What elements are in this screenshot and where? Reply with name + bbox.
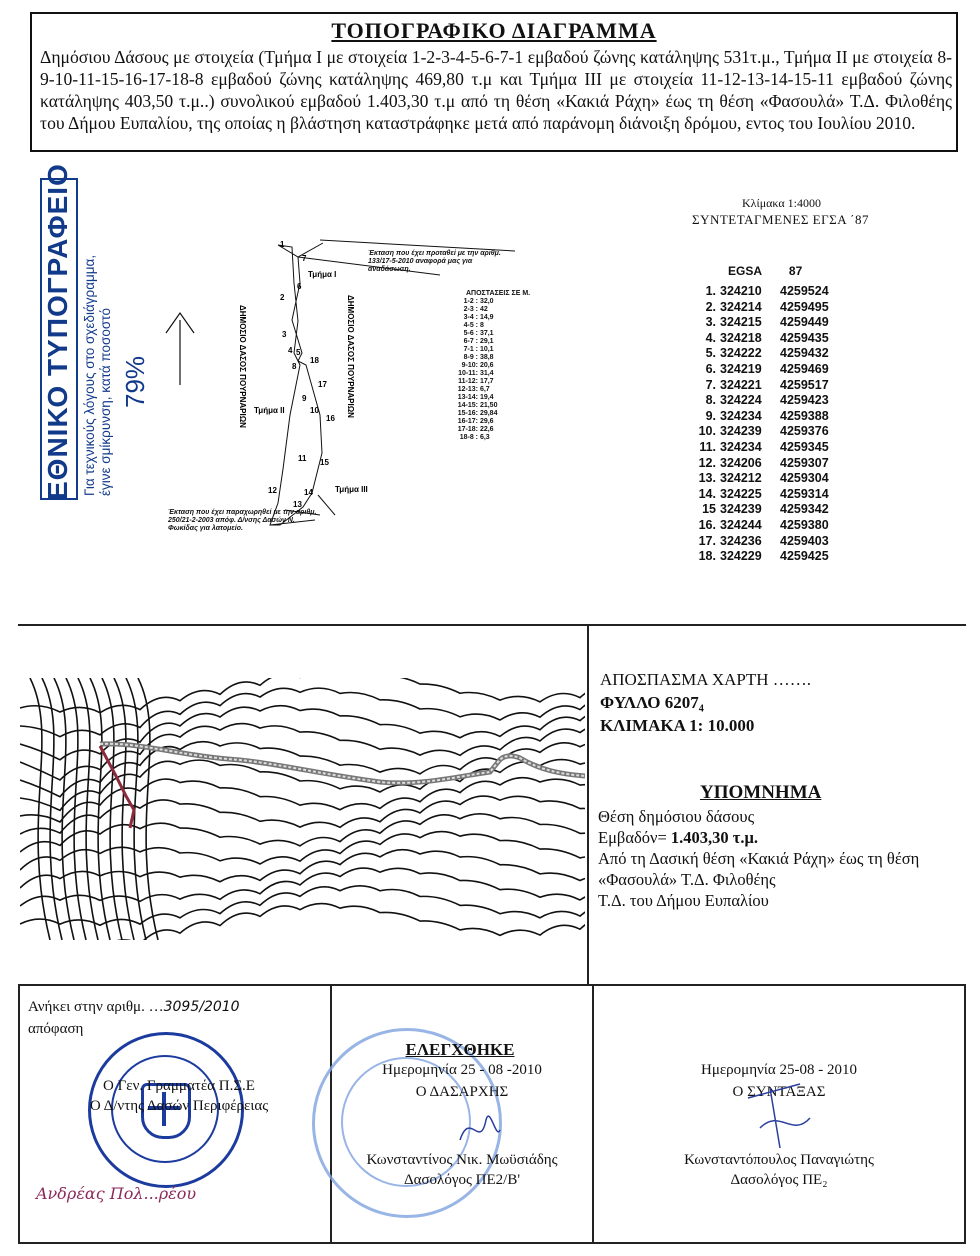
easting: 324234 (720, 408, 762, 423)
distance-segment: 14-15: (457, 402, 478, 409)
distance-row (448, 426, 530, 434)
coordinate-row (692, 456, 829, 470)
svg-text:14: 14 (304, 488, 313, 497)
document-description: Δημόσιου Δάσους με στοιχεία (Τμήμα Ι με στοιχεία 1-2-3-4-5-6-7-1 εμβαδού ζώνης κατάληψης 531τ.μ., Τμήμα ΙΙ με στοιχεία 8-9-10-11-15-16-17-18-8 εμβαδού ζώνης κατάληψης 469,80 τ.μ και Τμήμα ΙΙΙ με στοιχεία 11-12-13-14-15-11 εμβαδού ζώνης κατάληψης 403,50 τ.μ..) συνολικού εμβαδού 1.403,30 τ.μ από τη θέση «Κακιά Ράχη» έως τη θέση «Φασουλά» Τ.Δ. Φιλοθέης του Δήμου Ευπαλίου, της οποίας η βλάστηση καταστράφηκε μετά από παράνομη διάνοιξη δρόμου, εντος του Ιουλίου 2010. (40, 47, 952, 133)
distance-segment: 3-4 : (463, 314, 478, 321)
northing: 4259380 (780, 518, 829, 532)
point-number: 2. (705, 299, 716, 314)
northing: 4259524 (780, 284, 829, 298)
divider (18, 984, 966, 986)
checked-date-value: 25 - 08 -2010 (460, 1062, 542, 1078)
easting: 324218 (720, 330, 762, 345)
author-name: Κωνσταντόπουλος Παναγιώτης (684, 1152, 874, 1168)
distance-value: 8 (479, 322, 484, 329)
forest-label-right: ΔΗΜΟΣΙΟ ΔΑΣΟΣ ΠΟΥΡΝΑΡΙΩΝ (346, 295, 355, 418)
divider (592, 984, 594, 1244)
northing: 4259304 (780, 471, 829, 486)
point-number: 18. (698, 549, 716, 564)
point-number: 14. (698, 486, 716, 501)
point-number: 4. (705, 330, 716, 345)
excerpt-line1: ΑΠΟΣΠΑΣΜΑ ΧΑΡΤΗ ……. (600, 670, 812, 689)
coordinate-row (692, 409, 829, 423)
legend-line4: Τ.Δ. του Δήμου Ευπαλίου (598, 891, 769, 910)
author-role: Ο ΣΥΝΤΑΞΑΣ (732, 1084, 826, 1100)
coordinate-row (692, 549, 829, 563)
easting: 324234 (720, 440, 762, 454)
coordinate-row (692, 393, 829, 407)
northing: 4259495 (780, 299, 829, 314)
legend-area-label: Εμβαδόν= (598, 828, 671, 847)
svg-text:15: 15 (320, 458, 329, 467)
easting: 324206 (720, 455, 762, 470)
north-arrow-icon (166, 313, 194, 385)
contour-line (20, 688, 585, 737)
northing: 4259376 (780, 424, 829, 439)
distance-segment: 7-1 : (463, 346, 478, 353)
easting: 324215 (720, 315, 762, 330)
distance-segment: 13-14: (457, 394, 478, 401)
author-date-label: Ημερομηνία (701, 1062, 776, 1078)
distance-value: 38,8 (479, 354, 494, 361)
point-number: 10. (698, 424, 716, 439)
note-top: Έκταση που έχει προταθεί με την αριθμ. 133/17-5-2010 αναφορά μας για αναδάσωση. (368, 250, 501, 273)
coordinate-row (692, 424, 829, 438)
easting: 324221 (720, 377, 762, 392)
coordinate-row (692, 284, 829, 298)
checked-date (332, 1062, 592, 1079)
director-line: Ο Δ/ντης Δασών Περιφέρειας (89, 1098, 269, 1114)
coordinate-row (692, 346, 829, 360)
legend-line3: Από τη Δασική θέση «Κακιά Ράχη» έως τη θέση «Φασουλά» Τ.Δ. Φιλοθέης (598, 849, 920, 889)
distance-segment: 12-13: (457, 386, 478, 393)
point-number: 13. (698, 471, 716, 486)
coordinate-row (692, 487, 829, 501)
distance-value: 37,1 (479, 330, 494, 337)
document-title: ΤΟΠΟΓΡΑΦΙΚΟ ΔΙΑΓΡΑΜΜΑ (331, 18, 657, 43)
northing: 4259423 (780, 393, 829, 408)
distance-value: 6,7 (479, 386, 490, 393)
svg-text:11: 11 (298, 454, 307, 463)
svg-text:2: 2 (280, 293, 285, 302)
northing: 4259469 (780, 362, 829, 376)
svg-text:7: 7 (302, 254, 307, 263)
distance-segment: 4-5 : (463, 322, 478, 329)
author-date (594, 1062, 964, 1079)
secretary-line: Ο Γεν. Γραμματέα Π.Σ.Ε (103, 1078, 255, 1094)
section-1-label: Τμήμα Ι (308, 270, 337, 279)
distance-value: 6,3 (479, 434, 490, 441)
point-number: 16. (698, 518, 716, 532)
contour-line (30, 678, 50, 940)
distance-segment: 17-18: (457, 426, 478, 433)
contour-line (20, 904, 585, 940)
checked-name: Κωνσταντίνος Νικ. Μωϋσιάδης (366, 1152, 558, 1168)
distance-segment: 2-3 : (463, 306, 478, 313)
distance-segment: 15-16: (457, 410, 478, 417)
coordinate-system: ΣΥΝΤΕΤΑΓΜΕΝΕΣ ΕΓΣΑ ΄87 (692, 212, 869, 227)
legend-line1: Θέση δημόσιου δάσους (598, 807, 755, 826)
svg-text:17: 17 (318, 380, 327, 389)
svg-text:16: 16 (326, 414, 335, 423)
distance-row (448, 298, 530, 306)
distance-segment: 11-12: (458, 378, 478, 385)
decision-number: 3095/2010 (163, 999, 240, 1015)
divider (18, 1242, 966, 1244)
checked-title: ΕΛΕΓΧΘΗΚΕ (405, 1040, 515, 1059)
svg-text:10: 10 (310, 406, 319, 415)
easting: 324225 (720, 486, 762, 501)
northing: 4259345 (780, 440, 829, 454)
signature-left: Ανδρέας Πολ...ρέου (36, 1184, 197, 1203)
contour-map (20, 678, 585, 940)
contour-line (114, 678, 134, 940)
section-3-label: Τμήμα ΙΙΙ (335, 485, 368, 494)
author-title: Δασολόγος ΠΕ₂ (730, 1172, 828, 1188)
distance-row (448, 314, 530, 322)
point-number: 6. (705, 362, 716, 376)
distance-row (448, 402, 530, 410)
northing: 4259314 (780, 486, 829, 501)
divider (587, 624, 589, 986)
distance-row (448, 362, 530, 370)
svg-text:3: 3 (282, 330, 287, 339)
point-number: 12. (698, 455, 716, 470)
distance-row (448, 306, 530, 314)
author-date-value: 25-08 - 2010 (779, 1062, 857, 1078)
signature-right-icon (740, 1078, 820, 1158)
distance-row (448, 378, 530, 386)
northing: 4259342 (780, 502, 829, 517)
checked-title2: Δασολόγος ΠΕ2/Β' (403, 1172, 521, 1188)
distance-segment: 1-2 : (463, 298, 478, 305)
stamp-org: ΕΘΝΙΚΟ ΤΥΠΟΓΡΑΦΕΙΟ (42, 163, 73, 500)
coordinate-row (692, 300, 829, 314)
distance-value: 10,1 (479, 346, 494, 353)
svg-text:9: 9 (302, 394, 307, 403)
forest-label-left: ΔΗΜΟΣΙΟ ΔΑΣΟΣ ΠΟΥΡΝΑΡΙΩΝ (238, 305, 247, 428)
distance-row (448, 370, 530, 378)
distance-value: 19,4 (479, 394, 494, 401)
contour-line (66, 678, 86, 940)
contour-line (20, 796, 585, 834)
distance-value: 29,1 (479, 338, 494, 345)
coordinate-row (692, 331, 829, 345)
stamp-line1: Για τεχνικούς λόγους στο σχεδιάγραμμα, (82, 254, 97, 496)
contour-line (78, 678, 98, 940)
distance-value: 20,6 (479, 362, 494, 369)
easting: 324236 (720, 533, 762, 548)
point-number: 7. (705, 377, 716, 392)
coordinate-row (692, 502, 829, 516)
distance-row (448, 418, 530, 426)
easting: 324222 (720, 346, 762, 361)
signature-middle-icon (450, 1100, 510, 1160)
printing-office-stamp (40, 163, 150, 500)
point-number: 3. (705, 315, 716, 330)
contour-line (126, 678, 146, 940)
northing: 4259388 (780, 408, 829, 423)
svg-text:18: 18 (310, 356, 319, 365)
point-number: 8. (705, 393, 716, 408)
header-87: 87 (788, 264, 803, 278)
svg-text:5: 5 (296, 348, 301, 357)
distance-row (448, 354, 530, 362)
excerpt-sheet: ΦΥΛΛΟ 6207₄ (600, 693, 704, 712)
legend-title: ΥΠΟΜΝΗΜΑ (700, 782, 822, 803)
coordinate-row (692, 534, 829, 548)
belongs-label: Ανήκει στην αριθμ. … (28, 999, 164, 1015)
header-egsa: EGSA (728, 264, 762, 278)
distance-row (448, 434, 530, 442)
distances-header: ΑΠΟΣΤΑΣΕΙΣ ΣΕ Μ. (466, 290, 531, 297)
divider (18, 624, 966, 626)
svg-text:4: 4 (288, 346, 293, 355)
northing: 4259307 (780, 455, 829, 470)
point-number: 5. (705, 346, 716, 361)
distance-value: 14,9 (479, 314, 494, 321)
distance-value: 42 (479, 306, 488, 313)
sketch-scale: Κλίμακα 1:4000 (742, 196, 821, 210)
distance-segment: 8-9 : (463, 354, 478, 361)
easting: 324210 (720, 284, 762, 298)
northing: 4259517 (780, 377, 829, 392)
distance-row (448, 346, 530, 354)
northing: 4259403 (780, 533, 829, 548)
northing: 4259449 (780, 315, 829, 330)
excerpt-scale: ΚΛΙΜΑΚΑ 1: 10.000 (600, 716, 755, 735)
point-number: 11. (699, 440, 716, 454)
legend-area (598, 827, 958, 848)
distance-segment: 18-8 : (459, 434, 478, 441)
svg-text:12: 12 (268, 486, 277, 495)
stamp-percent: 79% (120, 355, 150, 408)
distance-row (448, 386, 530, 394)
section-2-label: Τμήμα ΙΙ (254, 406, 285, 415)
distance-row (448, 338, 530, 346)
easting: 324244 (720, 518, 762, 532)
easting: 324229 (720, 549, 762, 564)
coordinate-row (692, 315, 829, 329)
checked-role: Ο ΔΑΣΑΡΧΗΣ (415, 1084, 509, 1100)
coordinate-row (692, 440, 829, 454)
checked-date-label: Ημερομηνία (382, 1062, 457, 1078)
coordinate-row (692, 518, 829, 532)
divider (964, 984, 966, 1244)
coordinate-row (692, 471, 829, 485)
easting: 324239 (720, 424, 762, 439)
easting: 324214 (720, 299, 762, 314)
belongs-block (28, 996, 240, 1040)
svg-text:8: 8 (292, 362, 297, 371)
easting: 324239 (720, 502, 762, 517)
distance-segment: 6-7 : (463, 338, 478, 345)
distance-value: 29,84 (479, 410, 498, 417)
svg-text:6: 6 (297, 282, 302, 291)
point-number: 9. (705, 408, 716, 423)
divider (18, 984, 20, 1244)
point-labels (268, 240, 335, 509)
point-number: 17. (698, 533, 716, 548)
distances-table (448, 290, 530, 442)
contour-line (20, 814, 585, 852)
distance-row (448, 410, 530, 418)
northing: 4259432 (780, 346, 829, 361)
svg-text:13: 13 (293, 500, 302, 509)
distance-row (448, 394, 530, 402)
easting: 324224 (720, 393, 762, 408)
easting: 324219 (720, 362, 762, 376)
distance-row (448, 330, 530, 338)
distance-segment: 10-11: (458, 370, 478, 377)
coordinates-header (728, 264, 802, 278)
northing: 4259435 (780, 330, 829, 345)
distance-value: 21,50 (479, 402, 498, 409)
distance-value: 31,4 (479, 370, 494, 377)
map-excerpt (600, 668, 811, 737)
coordinate-row (692, 378, 829, 392)
svg-text:1: 1 (280, 240, 285, 249)
point-number: 15 (702, 502, 716, 517)
easting: 324212 (720, 471, 762, 486)
legend-area-value: 1.403,30 τ.μ. (670, 828, 758, 847)
decision-label: απόφαση (28, 1021, 84, 1037)
distance-value: 17,7 (479, 378, 494, 385)
distance-segment: 16-17: (457, 418, 478, 425)
point-number: 1. (705, 284, 716, 298)
distance-value: 29,6 (479, 418, 494, 425)
legend (598, 806, 958, 911)
northing: 4259425 (780, 549, 829, 564)
coordinate-row (692, 362, 829, 376)
stamp-line2: έγινε σμίκρυνση, κατά ποσοστό (98, 307, 113, 496)
distance-segment: 5-6 : (463, 330, 478, 337)
distance-row (448, 322, 530, 330)
distance-value: 22,6 (479, 426, 494, 433)
distance-segment: 9-10: (461, 362, 478, 369)
note-bottom: Έκταση που έχει παραχωρηθεί με την αριθμ. 250/21-2-2003 απόφ. Δ/νσης Δασών Ν. Φωκίδας για λατομείο. (168, 509, 317, 532)
title-box (30, 12, 958, 152)
distance-value: 32,0 (479, 298, 494, 305)
